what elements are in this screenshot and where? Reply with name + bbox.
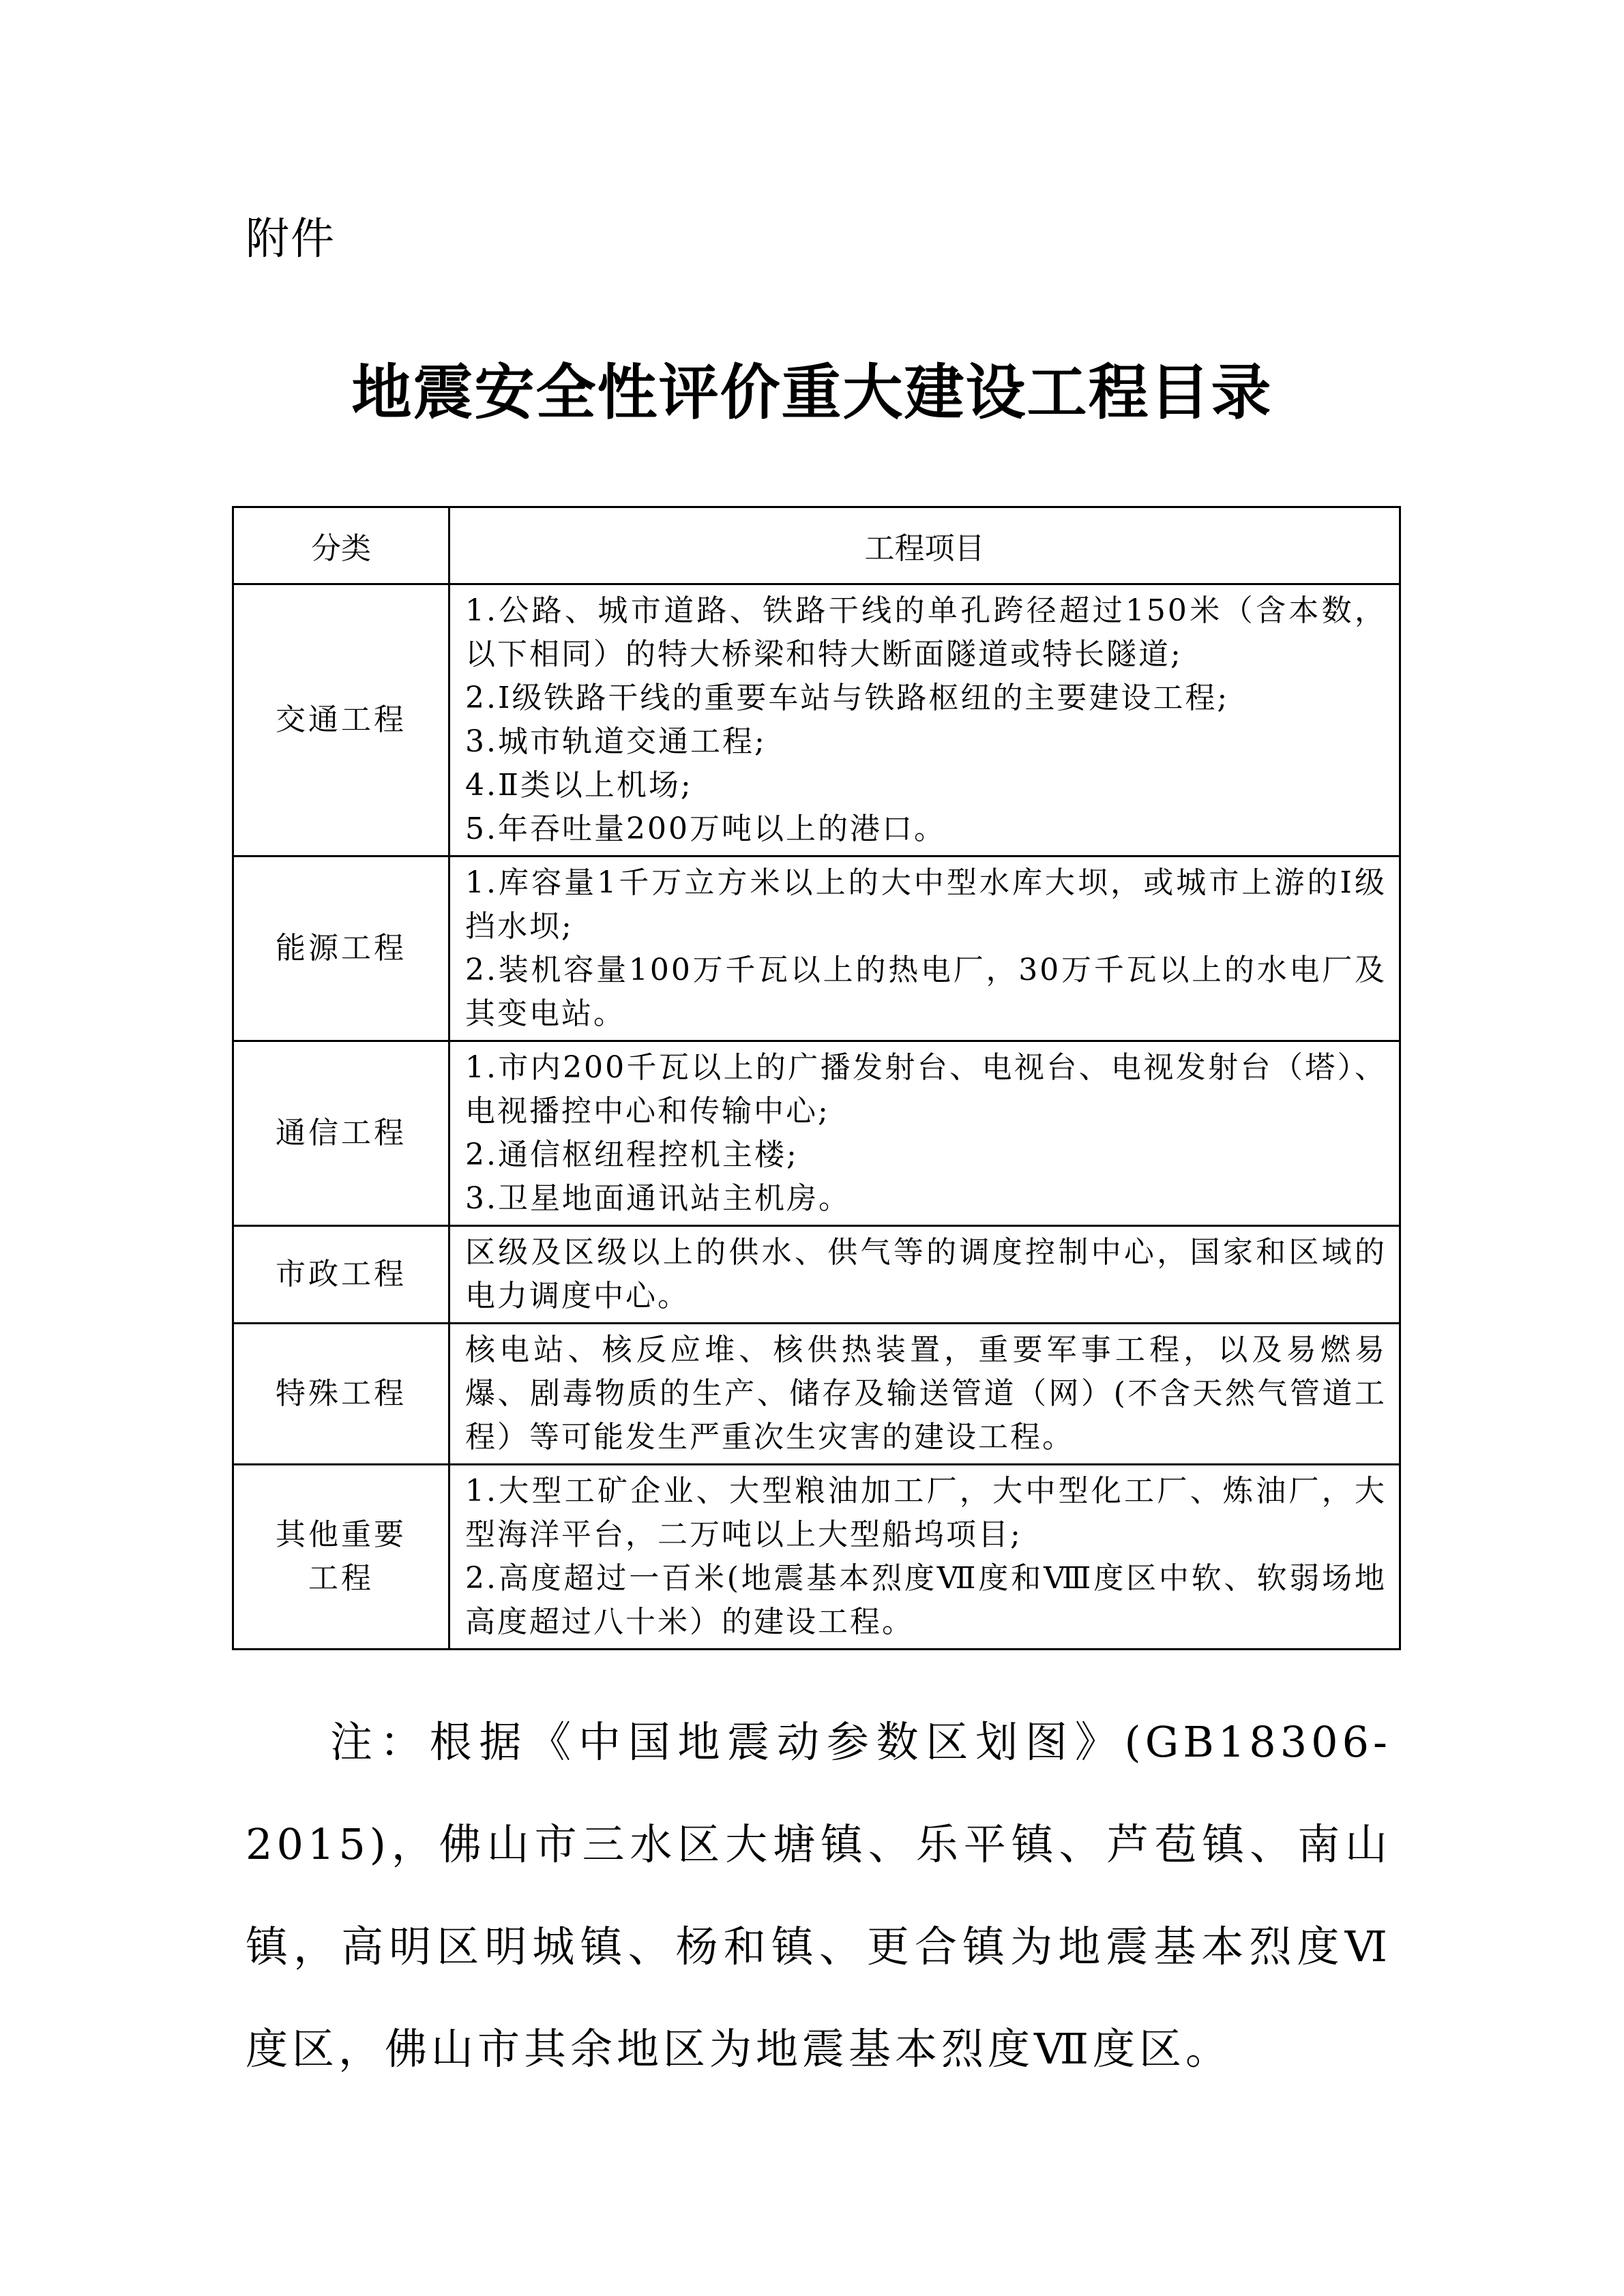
table-row: [233, 584, 1400, 856]
table-row: [233, 1465, 1400, 1650]
row-items: [449, 1226, 1400, 1324]
list-item: 4.Ⅱ类以上机场;: [465, 768, 693, 803]
row-items: [449, 584, 1400, 856]
table-header-row: [233, 507, 1400, 584]
row-items: [449, 1041, 1400, 1226]
row-items: [449, 1465, 1400, 1650]
list-item: 1.公路、城市道路、铁路干线的单孔跨径超过150米（含本数，以下相同）的特大桥梁和特大断面隧道或特长隧道;: [465, 593, 1387, 672]
list-item: 3.卫星地面通讯站主机房。: [465, 1181, 851, 1216]
header-items: 工程项目: [449, 507, 1400, 584]
row-category: 市政工程: [233, 1226, 449, 1324]
footnote-paragraph: 注：根据《中国地震动参数区划图》(GB18306-2015)，佛山市三水区大塘镇、乐平镇、芦苞镇、南山镇，高明区明城镇、杨和镇、更合镇为地震基本烈度Ⅵ度区，佛山市其余地区为地震基本烈度Ⅶ度区。: [246, 1717, 1391, 2074]
attachment-label: 附件: [246, 214, 336, 265]
row-category: 能源工程: [233, 856, 449, 1041]
row-category: 其他重要工程: [233, 1465, 449, 1650]
project-catalog-table: [232, 506, 1401, 1650]
table-row: [233, 1324, 1400, 1465]
header-category: 分类: [233, 507, 449, 584]
list-item: 1.市内200千瓦以上的广播发射台、电视台、电视发射台（塔）、电视播控中心和传输中心;: [465, 1050, 1387, 1129]
row-items: [449, 856, 1400, 1041]
row-category: 通信工程: [233, 1041, 449, 1226]
page-title: 地震安全性评价重大建设工程目录: [351, 357, 1273, 428]
row-category: 交通工程: [233, 584, 449, 856]
list-item: 2.Ⅰ级铁路干线的重要车站与铁路枢纽的主要建设工程;: [465, 681, 1230, 715]
table-row: [233, 1226, 1400, 1324]
list-item: 1.库容量1千万立方米以上的大中型水库大坝，或城市上游的Ⅰ级挡水坝;: [465, 865, 1387, 944]
list-item: 2.通信枢纽程控机主楼;: [465, 1137, 799, 1172]
list-item: 5.年吞吐量200万吨以上的港口。: [465, 811, 946, 846]
list-item: 核电站、核反应堆、核供热装置，重要军事工程，以及易燃易爆、剧毒物质的生产、储存及输送管道（网）(不含天然气管道工程）等可能发生严重次生灾害的建设工程。: [465, 1332, 1387, 1455]
row-items: [449, 1324, 1400, 1465]
list-item: 2.装机容量100万千瓦以上的热电厂，30万千瓦以上的水电厂及其变电站。: [465, 953, 1387, 1031]
list-item: 3.城市轨道交通工程;: [465, 724, 767, 759]
list-item: 1.大型工矿企业、大型粮油加工厂，大中型化工厂、炼油厂，大型海洋平台，二万吨以上大型船坞项目;: [465, 1474, 1387, 1552]
table-row: [233, 856, 1400, 1041]
row-category: 特殊工程: [233, 1324, 449, 1465]
table-row: [233, 1041, 1400, 1226]
list-item: 2.高度超过一百米(地震基本烈度Ⅶ度和Ⅷ度区中软、软弱场地高度超过八十米）的建设工程。: [465, 1561, 1387, 1639]
list-item: 区级及区级以上的供水、供气等的调度控制中心，国家和区域的电力调度中心。: [465, 1235, 1387, 1313]
